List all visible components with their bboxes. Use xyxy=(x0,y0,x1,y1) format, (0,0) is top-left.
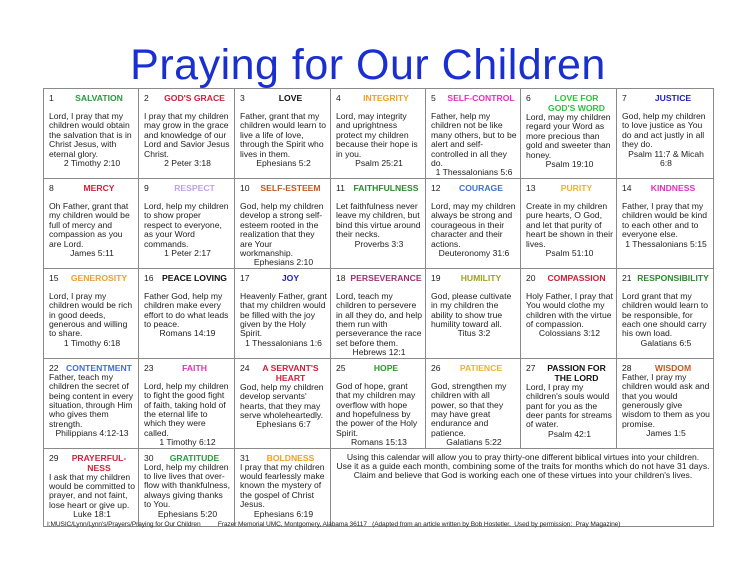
scripture-reference: Psalm 51:10 xyxy=(545,248,594,259)
virtue-name: WISDOM xyxy=(654,362,692,373)
day-cell xyxy=(44,448,139,526)
day-number: 6 xyxy=(526,93,531,103)
day-number: 13 xyxy=(526,183,536,193)
day-number: 10 xyxy=(240,183,250,193)
day-cell xyxy=(617,89,714,179)
scripture-reference: Romans 15:13 xyxy=(351,437,407,448)
scripture-reference: Luke 18:1 xyxy=(73,509,111,520)
scripture-reference: Ephesians 6:7 xyxy=(256,419,311,430)
day-number: 7 xyxy=(622,93,627,103)
prayer-text: Lord, may my children always be strong and courageous in their character and their actions. xyxy=(431,201,516,249)
virtue-name: COMPASSION xyxy=(547,272,606,283)
day-header xyxy=(144,93,231,103)
day-header xyxy=(526,183,613,193)
day-number: 21 xyxy=(622,272,632,283)
virtue-name: RESPONSIBILITY xyxy=(637,272,709,283)
note-line: Claim and believe that God is working each one of these virtues into your children's lives. xyxy=(353,470,693,481)
day-header xyxy=(431,93,517,103)
day-header xyxy=(431,183,517,193)
day-cell xyxy=(139,358,235,448)
day-number: 4 xyxy=(336,93,341,103)
page-title: Praying for Our Children xyxy=(130,41,606,89)
virtue-name: PATIENCE xyxy=(459,362,503,373)
day-header xyxy=(526,273,613,283)
day-cell xyxy=(331,268,426,358)
day-number: 24 xyxy=(240,362,250,373)
day-header xyxy=(49,273,135,283)
day-header xyxy=(622,93,710,103)
prayer-text: Create in my children pure hearts, O God, and let that purity of heart be shown in their lives. xyxy=(526,201,613,249)
prayer-text: Father, I pray my children would ask and that you would generously give wisdom to them as you promise. xyxy=(622,371,710,429)
day-number: 18 xyxy=(336,272,346,283)
note-line: Using this calendar will allow you to pray thirty-one different biblical virtues into your children. xyxy=(346,451,700,462)
scripture-reference: 1 Thessalonians 5:6 xyxy=(435,167,513,178)
prayer-text: God of hope, grant that my children may overflow with hope and hopefulness by the power of the Holy Spirit. xyxy=(336,380,418,438)
day-cell xyxy=(44,89,139,179)
day-header xyxy=(144,183,231,193)
day-number: 14 xyxy=(622,183,632,193)
prayer-text: God, help my children to love justice as You do and act justly in all they do. xyxy=(622,111,706,150)
prayer-text: Lord, I pray my children would be rich in good deeds, generous and willing to share. xyxy=(49,290,133,339)
day-header xyxy=(49,93,135,103)
day-cell xyxy=(426,179,521,269)
prayer-text: Lord, may integrity and uprightness protect my children because their hope is in you. xyxy=(336,111,418,159)
day-number: 12 xyxy=(431,183,441,193)
virtue-name: PASSION FOR THE LORD xyxy=(547,362,606,383)
day-cell xyxy=(139,89,235,179)
day-cell xyxy=(235,448,331,526)
virtue-name: JUSTICE xyxy=(654,93,692,103)
day-cell xyxy=(44,179,139,269)
prayer-text: Holy Father, I pray that You would clothe my children with the virtue of compassion. xyxy=(526,290,613,330)
day-cell xyxy=(235,268,331,358)
virtue-name: SELF-CONTROL xyxy=(447,93,515,103)
scripture-reference: Psalm 25:21 xyxy=(355,158,403,169)
prayer-text: Father God, help my children make every effort to do what leads to peace. xyxy=(144,290,229,330)
day-number: 3 xyxy=(240,93,245,103)
day-number: 31 xyxy=(240,452,250,463)
day-cell xyxy=(426,358,521,448)
day-number: 23 xyxy=(144,362,154,373)
day-number: 22 xyxy=(49,362,59,373)
day-cell xyxy=(521,268,617,358)
prayer-text: Lord grant that my children would learn to be responsible, for each one should carry his own load. xyxy=(622,290,708,339)
day-number: 30 xyxy=(144,452,154,463)
virtue-name: JOY xyxy=(281,272,300,283)
prayer-text: God, help my children develop servants' hearts, that they may serve wholeheartedly. xyxy=(240,381,324,420)
day-number: 17 xyxy=(240,272,250,283)
day-number: 19 xyxy=(431,272,441,283)
scripture-reference: Psalm 42:1 xyxy=(548,428,591,439)
virtue-name: SALVATION xyxy=(75,93,123,103)
prayer-text: Lord, I pray my children's souls would pant for you as the deer pants for streams of water. xyxy=(526,381,612,430)
virtue-name: BOLDNESS xyxy=(266,452,315,463)
day-header xyxy=(526,363,613,383)
day-header xyxy=(431,363,517,373)
prayer-text: Father, grant that my children would learn to live a life of love, through the Spirit who lives in them. xyxy=(240,111,326,159)
day-number: 1 xyxy=(49,93,54,103)
virtue-name: COURAGE xyxy=(459,183,503,193)
day-number: 16 xyxy=(144,272,154,283)
prayer-text: Lord, help my children to fight the good fight of faith, taking hold of the eternal life to which they were called. xyxy=(144,380,229,438)
day-number: 25 xyxy=(336,362,346,373)
day-cell xyxy=(331,179,426,269)
prayer-text: God, help my children develop a strong self-esteem rooted in the realization that they are Your workmanship. xyxy=(240,201,324,259)
scripture-reference: 1 Timothy 6:12 xyxy=(159,437,216,448)
virtue-name: GOD'S GRACE xyxy=(164,93,225,103)
scripture-reference: Galatians 6:5 xyxy=(640,337,692,348)
prayer-text: Lord, help my children to show proper respect to everyone, as your Word commands. xyxy=(144,201,229,249)
prayer-text: Father, I pray that my children would be kind to each other and to everyone else. xyxy=(622,201,708,240)
scripture-reference: Ephesians 6:19 xyxy=(253,508,314,519)
scripture-reference: Deuteronomy 31:6 xyxy=(438,248,510,259)
calendar-row xyxy=(44,179,714,269)
day-cell xyxy=(235,89,331,179)
prayer-text: Oh Father, grant that my children would be full of mercy and compassion as you are Lord. xyxy=(49,201,130,249)
virtue-name: INTEGRITY xyxy=(363,93,409,103)
virtue-name: PRAYERFUL-NESS xyxy=(71,452,127,473)
virtue-calendar-grid xyxy=(43,88,714,527)
day-cell xyxy=(426,268,521,358)
prayer-text: Lord, may my children regard your Word as more precious than gold and sweeter than honey. xyxy=(526,112,611,160)
scripture-reference: 1 Thessalonians 5:15 xyxy=(625,238,707,249)
day-number: 8 xyxy=(49,183,54,193)
virtue-name: PURITY xyxy=(560,183,593,193)
day-number: 9 xyxy=(144,183,149,193)
prayer-text: Lord, I pray that my children would obtain the salvation that is in Christ Jesus, with eternal glory. xyxy=(49,111,132,159)
calendar-row xyxy=(44,268,714,358)
scripture-reference: Galatians 5:22 xyxy=(446,437,502,448)
scripture-reference: 2 Peter 3:18 xyxy=(164,158,211,169)
prayer-text: Lord, teach my children to persevere in all they do, and help them run with perseverance the race set before them. xyxy=(336,290,423,348)
scripture-reference: Romans 14:19 xyxy=(159,328,216,339)
day-cell xyxy=(521,179,617,269)
scripture-reference: James 5:11 xyxy=(70,248,114,259)
day-cell xyxy=(617,358,714,448)
calendar-row xyxy=(44,358,714,448)
virtue-name: GRATITUDE xyxy=(169,452,220,463)
virtue-name: HOPE xyxy=(373,362,399,373)
scripture-reference: Ephesians 2:10 xyxy=(253,257,314,268)
prayer-text: Let faithfulness never leave my children, but bind this virtue around their necks. xyxy=(336,201,421,240)
scripture-reference: Proverbs 3:3 xyxy=(354,238,404,249)
day-header xyxy=(526,93,613,113)
day-number: 27 xyxy=(526,362,536,373)
scripture-reference: Ephesians 5:2 xyxy=(256,158,311,169)
day-number: 20 xyxy=(526,272,536,283)
prayer-text: I pray that my children would fearlessly make known the mystery of the gospel of Christ Jesus. xyxy=(240,461,325,510)
prayer-text: Lord, help my children to live lives that over-flow with thankfulness, always giving thanks to You. xyxy=(144,461,230,510)
scripture-reference: Hebrews 12:1 xyxy=(352,347,406,358)
day-header xyxy=(336,93,422,103)
day-cell xyxy=(235,179,331,269)
scripture-reference: Ephesians 5:20 xyxy=(157,508,218,519)
virtue-name: SELF-ESTEEM xyxy=(260,183,321,193)
prayer-text: I pray that my children may grow in the grace and knowledge of our Lord and Savior Jesus Christ. xyxy=(144,111,230,159)
day-cell xyxy=(44,358,139,448)
day-number: 26 xyxy=(431,362,441,373)
day-cell xyxy=(521,358,617,448)
virtue-name: KINDNESS xyxy=(650,183,696,193)
virtue-name: LOVE xyxy=(278,93,303,103)
prayer-text: God, strengthen my children with all power, so that they may have great endurance and patience. xyxy=(431,380,507,438)
prayer-text: I ask that my children would be committed to prayer, and not faint, lose heart or give up. xyxy=(49,471,135,510)
day-cell xyxy=(617,268,714,358)
day-cell xyxy=(331,89,426,179)
virtue-name: PERSEVERANCE xyxy=(350,272,422,283)
instructions-note xyxy=(331,448,714,526)
day-number: 11 xyxy=(336,183,345,193)
day-header xyxy=(622,273,710,283)
day-number: 29 xyxy=(49,452,59,463)
day-cell xyxy=(139,268,235,358)
calendar-row xyxy=(44,448,714,526)
note-line: Use it as a guide each month, combining some of the traits for months which do not have 31 days. xyxy=(336,460,710,471)
day-header xyxy=(240,273,327,283)
virtue-name: RESPECT xyxy=(174,183,215,193)
day-cell xyxy=(139,448,235,526)
scripture-reference: James 1:5 xyxy=(646,428,686,439)
calendar-row xyxy=(44,89,714,179)
virtue-name: HUMILITY xyxy=(460,272,502,283)
virtue-name: MERCY xyxy=(83,183,115,193)
prayer-text: Father, teach my children the secret of being content in every situation, through Him who gives them strength. xyxy=(49,371,134,429)
day-header xyxy=(240,93,327,103)
day-number: 28 xyxy=(622,362,632,373)
day-header xyxy=(144,273,231,283)
day-header xyxy=(240,363,327,383)
day-header xyxy=(240,183,327,193)
day-cell xyxy=(235,358,331,448)
day-cell xyxy=(44,268,139,358)
scripture-reference: Psalm 19:10 xyxy=(545,159,594,170)
virtue-name: FAITHFULNESS xyxy=(353,183,419,193)
day-header xyxy=(144,363,231,373)
day-number: 15 xyxy=(49,272,59,283)
scripture-reference: 1 Thessalonians 1:6 xyxy=(245,337,322,348)
day-cell xyxy=(331,358,426,448)
virtue-name: GENEROSITY xyxy=(70,272,128,283)
prayer-text: Father, help my children not be like many others, but to be alert and self-controlled in all they do. xyxy=(431,111,517,169)
scripture-reference: Titus 3:2 xyxy=(457,328,491,339)
day-cell xyxy=(426,89,521,179)
virtue-name: FAITH xyxy=(182,362,207,373)
day-header xyxy=(49,183,135,193)
day-cell xyxy=(139,179,235,269)
scripture-reference: Philippians 4:12-13 xyxy=(55,428,129,439)
virtue-name: CONTENTMENT xyxy=(66,362,132,373)
footer-text: I:MUSIC/Lynn/Lynn's/Prayers/Praying for Our Children Frazer Memorial UMC, Montgomery, Alabama 36117 (Adapted from an article written by Bob Hostetler. Used by permission: Pray Magazine) xyxy=(47,521,621,528)
virtue-name: LOVE FOR GOD'S WORD xyxy=(548,93,605,113)
virtue-name: PEACE LOVING xyxy=(162,272,227,283)
scripture-reference: Colossians 3:12 xyxy=(538,328,601,339)
day-header xyxy=(336,273,422,283)
scripture-reference: Psalm 11:7 & Micah 6:8 xyxy=(628,148,704,169)
scripture-reference: 2 Timothy 2:10 xyxy=(63,158,121,169)
day-header xyxy=(336,183,422,193)
day-header xyxy=(622,183,710,193)
scripture-reference: 1 Peter 2:17 xyxy=(164,248,211,259)
virtue-name: A SERVANT'S HEART xyxy=(262,362,319,383)
prayer-text: God, please cultivate in my children the ability to show true humility toward all. xyxy=(431,290,512,330)
day-header xyxy=(336,363,422,373)
day-header xyxy=(431,273,517,283)
prayer-text: Heavenly Father, grant that my children would be filled with the joy given by the Holy Spirit. xyxy=(240,290,327,339)
day-cell xyxy=(521,89,617,179)
day-header xyxy=(49,453,135,473)
day-number: 2 xyxy=(144,93,149,103)
scripture-reference: 1 Timothy 6:18 xyxy=(63,337,121,348)
day-number: 5 xyxy=(431,93,436,103)
day-cell xyxy=(617,179,714,269)
